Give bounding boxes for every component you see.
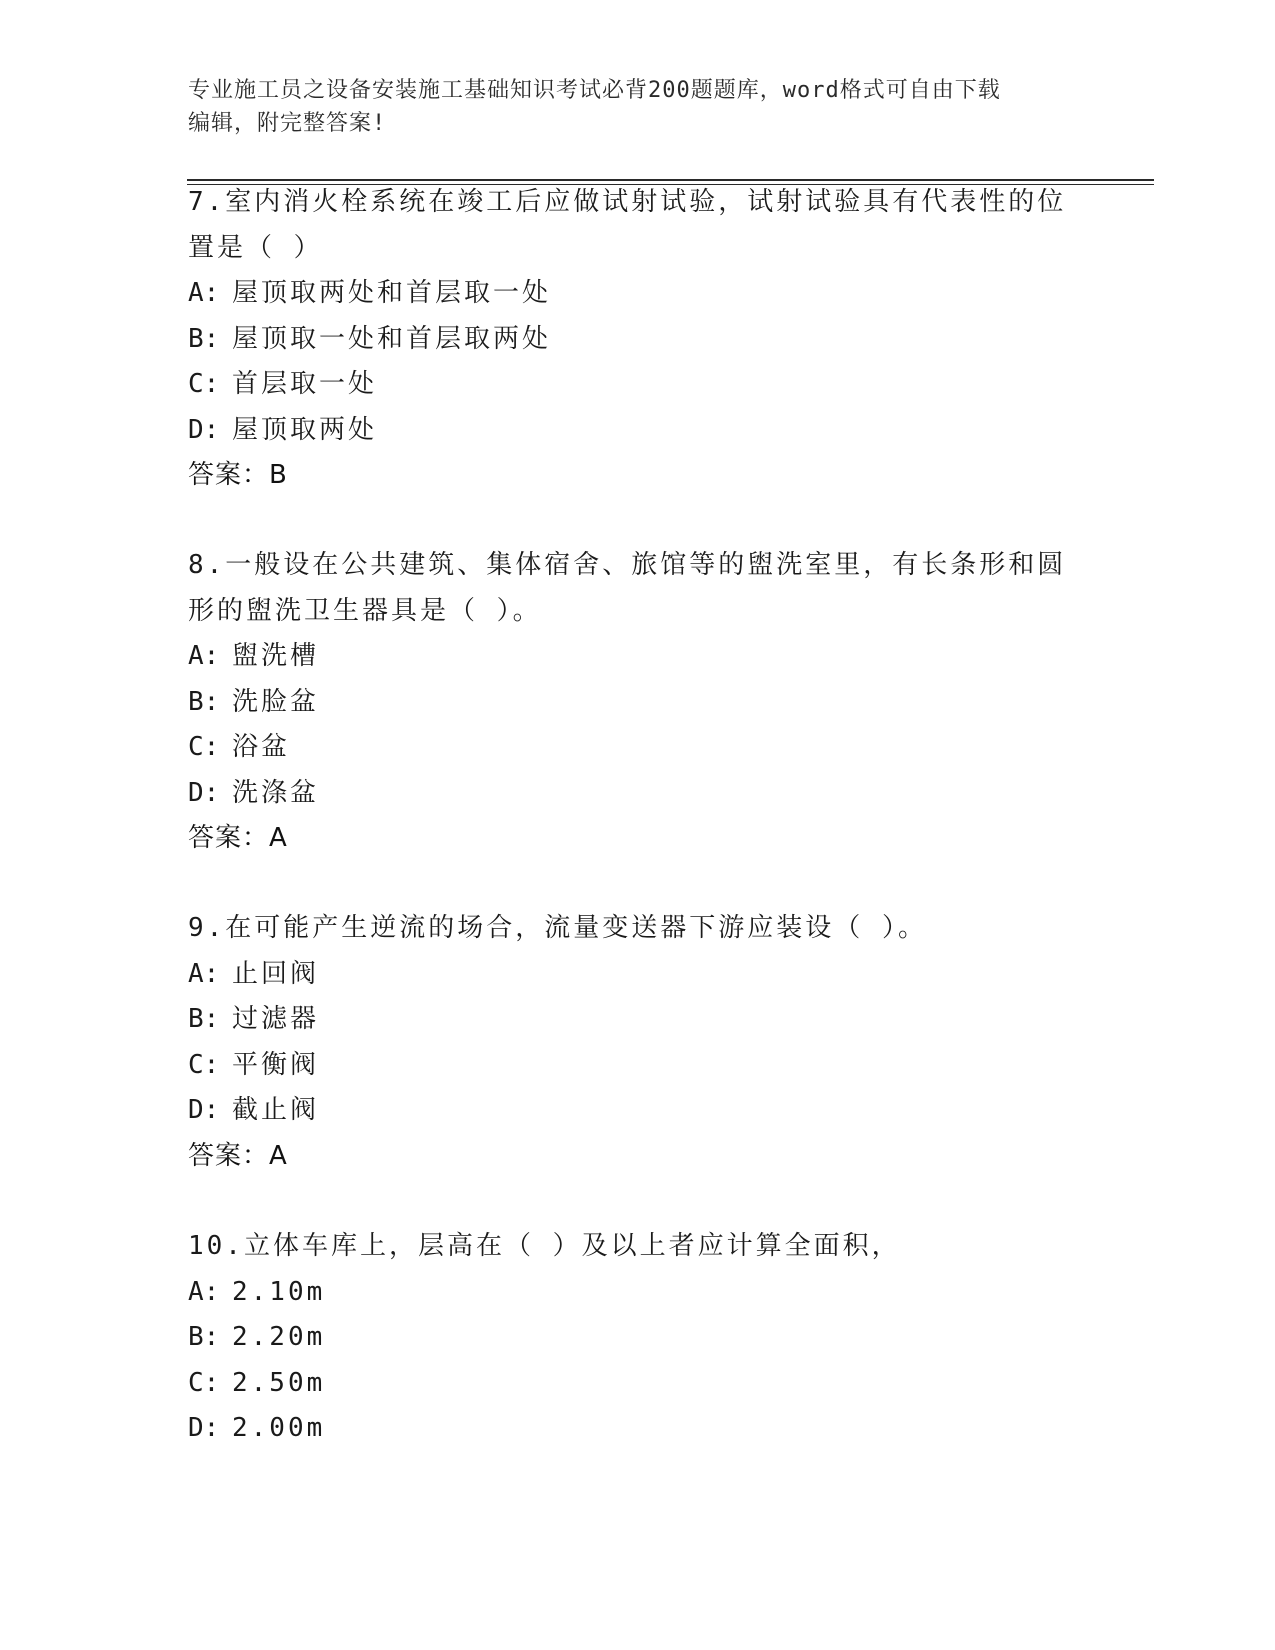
option-c	[188, 1043, 1088, 1089]
option-text: 屋顶取一处和首层取两处	[232, 323, 552, 354]
option-text: 截止阀	[232, 1095, 320, 1125]
header-title-line-2: 编辑，附完整答案!	[188, 111, 387, 136]
option-letter: C:	[188, 369, 220, 399]
question-text-line-1: 9.在可能产生逆流的场合，流量变送器下游应装设（ ）。	[188, 913, 927, 943]
option-d	[188, 771, 1088, 817]
option-d	[188, 1406, 1088, 1452]
option-text: 屋顶取两处	[232, 414, 378, 445]
option-letter: C:	[188, 732, 220, 762]
question-10	[188, 1224, 1088, 1452]
question-8	[188, 543, 1088, 862]
option-d	[188, 1088, 1088, 1134]
option-c	[188, 1361, 1088, 1407]
option-text: 洗脸盆	[232, 686, 320, 717]
option-text: 洗涤盆	[232, 777, 320, 808]
option-b	[188, 317, 1088, 363]
option-letter: D:	[188, 777, 220, 808]
option-text: 止回阀	[232, 958, 320, 989]
option-c	[188, 362, 1088, 408]
option-letter: B:	[188, 1004, 220, 1034]
option-letter: D:	[188, 1095, 220, 1125]
option-c	[188, 725, 1088, 771]
document-header	[188, 74, 1088, 140]
option-letter: B:	[188, 1322, 220, 1352]
answer-line: 答案：A	[188, 823, 288, 853]
option-text: 过滤器	[232, 1004, 320, 1034]
question-9	[188, 906, 1088, 1179]
option-letter: A:	[188, 1276, 220, 1307]
question-text-line-1: 7.室内消火栓系统在竣工后应做试射试验，试射试验具有代表性的位	[188, 187, 1067, 217]
option-text: 首层取一处	[232, 369, 378, 399]
option-text: 2.20m	[232, 1322, 326, 1352]
option-a	[188, 634, 1088, 680]
question-7	[188, 180, 1088, 499]
answer-line: 答案：B	[188, 460, 288, 490]
option-a	[188, 952, 1088, 998]
option-text: 2.50m	[232, 1367, 326, 1398]
option-letter: A:	[188, 641, 220, 671]
option-letter: C:	[188, 1049, 220, 1080]
option-text: 屋顶取两处和首层取一处	[232, 278, 552, 308]
header-title-line-1: 专业施工员之设备安装施工基础知识考试必背200题题库，word格式可自由下载	[188, 78, 1001, 103]
option-b	[188, 1315, 1088, 1361]
question-text-line-1: 10.立体车库上，层高在（ ）及以上者应计算全面积，	[188, 1231, 901, 1261]
question-text-line-1: 8.一般设在公共建筑、集体宿舍、旅馆等的盥洗室里，有长条形和圆	[188, 550, 1067, 580]
question-text-line-2: 置是（ ）	[188, 232, 323, 263]
option-letter: D:	[188, 1413, 220, 1443]
question-text-line-2: 形的盥洗卫生器具是（ ）。	[188, 595, 542, 626]
option-a	[188, 1270, 1088, 1316]
option-letter: C:	[188, 1367, 220, 1398]
option-letter: D:	[188, 414, 220, 445]
option-text: 盥洗槽	[232, 641, 320, 671]
answer-line: 答案：A	[188, 1140, 288, 1171]
option-letter: A:	[188, 278, 220, 308]
option-d	[188, 408, 1088, 454]
option-text: 浴盆	[232, 732, 291, 762]
option-b	[188, 680, 1088, 726]
option-text: 2.00m	[232, 1413, 326, 1443]
option-letter: B:	[188, 323, 220, 354]
option-letter: A:	[188, 958, 220, 989]
option-b	[188, 997, 1088, 1043]
option-text: 2.10m	[232, 1276, 326, 1307]
option-letter: B:	[188, 686, 220, 717]
option-a	[188, 271, 1088, 317]
option-text: 平衡阀	[232, 1049, 320, 1080]
